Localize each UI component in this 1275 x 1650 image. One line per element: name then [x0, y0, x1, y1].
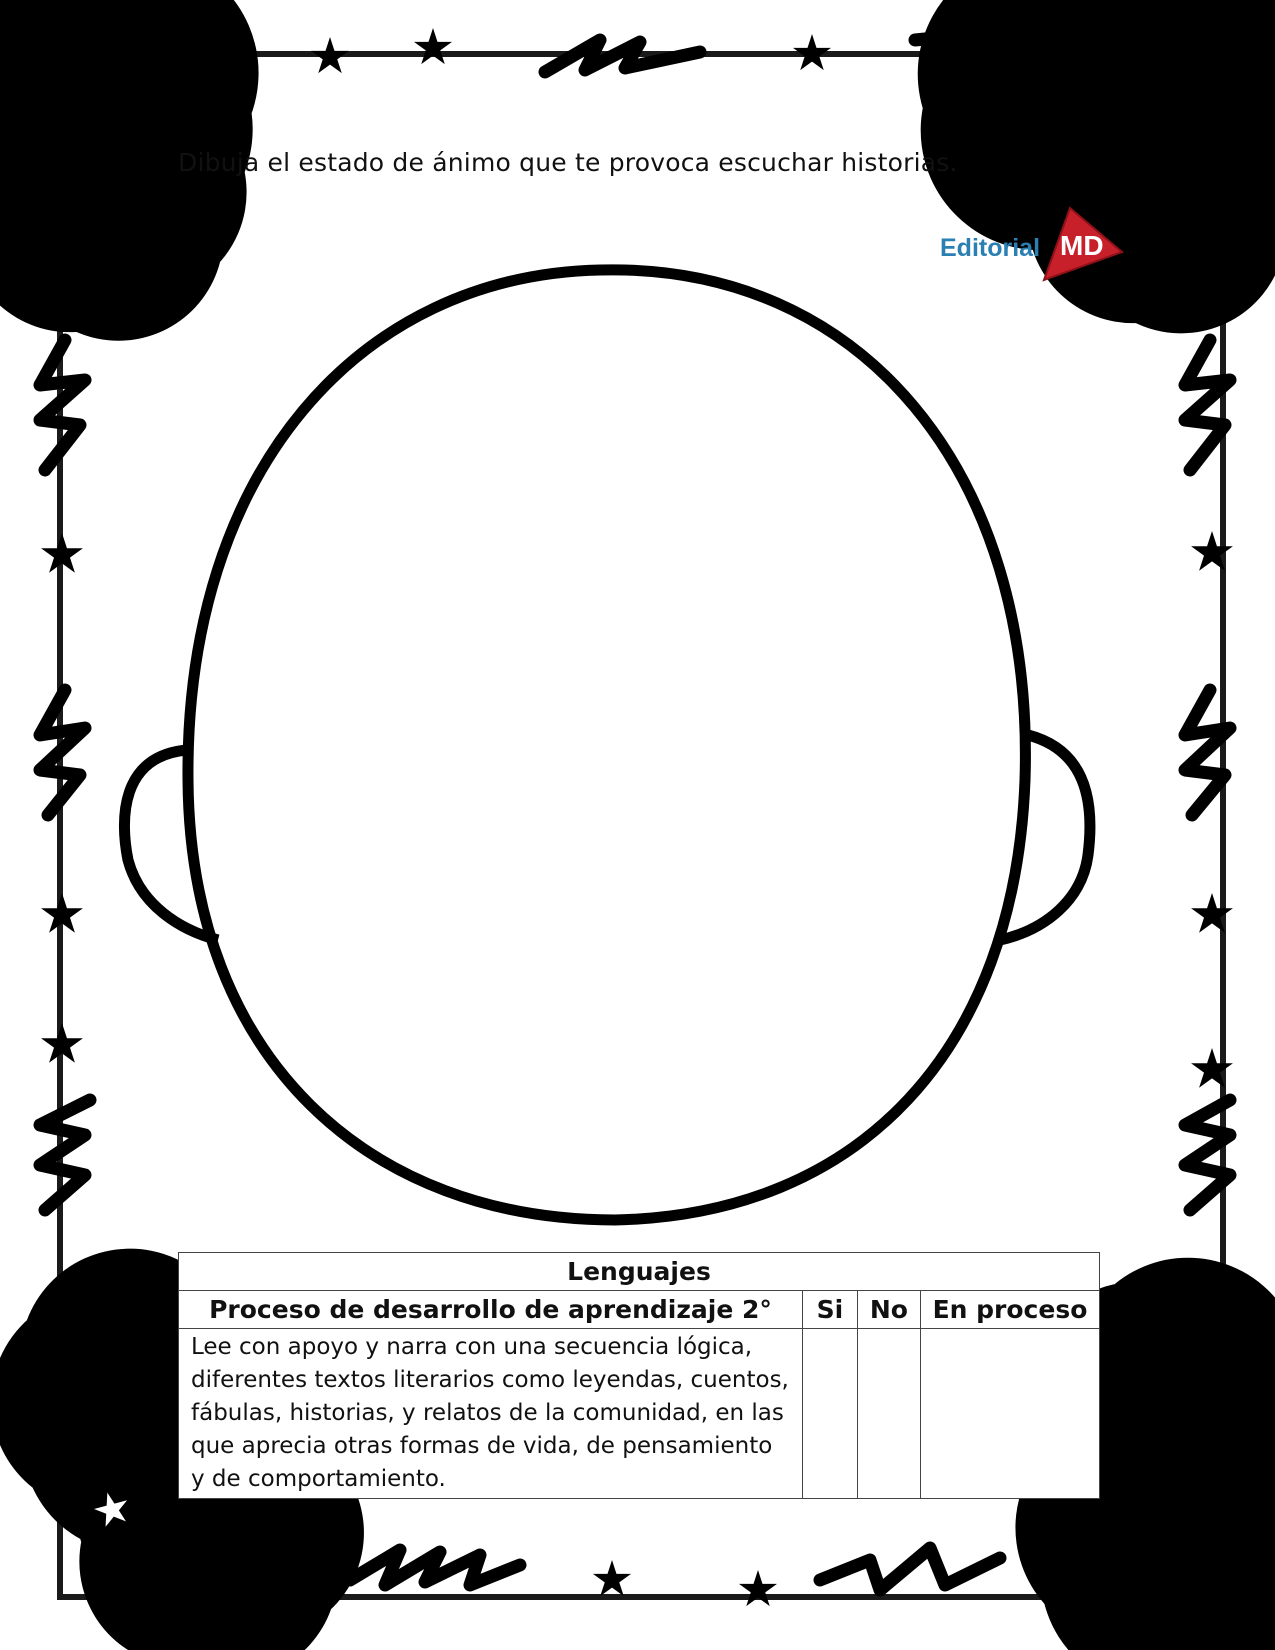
scribble-top-left — [545, 40, 700, 72]
right-ear — [1000, 735, 1090, 940]
logo-text: Editorial — [940, 234, 1041, 262]
header-process: Proceso de desarrollo de aprendizaje 2° — [179, 1291, 803, 1329]
editorial-logo — [940, 204, 1120, 284]
scribble-bottom-left — [350, 1550, 520, 1585]
checkbox-en-proceso-cell[interactable] — [920, 1329, 1099, 1499]
header-si: Si — [803, 1291, 858, 1329]
table-row — [179, 1329, 1100, 1499]
checkbox-no-cell[interactable] — [857, 1329, 920, 1499]
instruction-text: Dibuja el estado de ánimo que te provoca escuchar historias. — [178, 148, 958, 177]
header-no: No — [857, 1291, 920, 1329]
head-outline — [124, 270, 1090, 1220]
logo-mark-text: MD — [1060, 230, 1104, 261]
scribble-left-3 — [40, 1100, 90, 1210]
checkbox-si-cell[interactable] — [803, 1329, 858, 1499]
table-title: Lenguajes — [179, 1253, 1100, 1291]
evaluation-table — [178, 1252, 1100, 1499]
learning-description: Lee con apoyo y narra con una secuencia lógica, diferentes textos literarios como leyendas, cuentos, fábulas, historias, y relatos de la comunidad, en las que aprecia otras formas de vida, de pensamiento y de comportamiento. — [179, 1329, 803, 1499]
header-en-proceso: En proceso — [920, 1291, 1099, 1329]
scribble-bottom-right — [820, 1548, 1000, 1590]
face-outline — [188, 270, 1025, 1220]
